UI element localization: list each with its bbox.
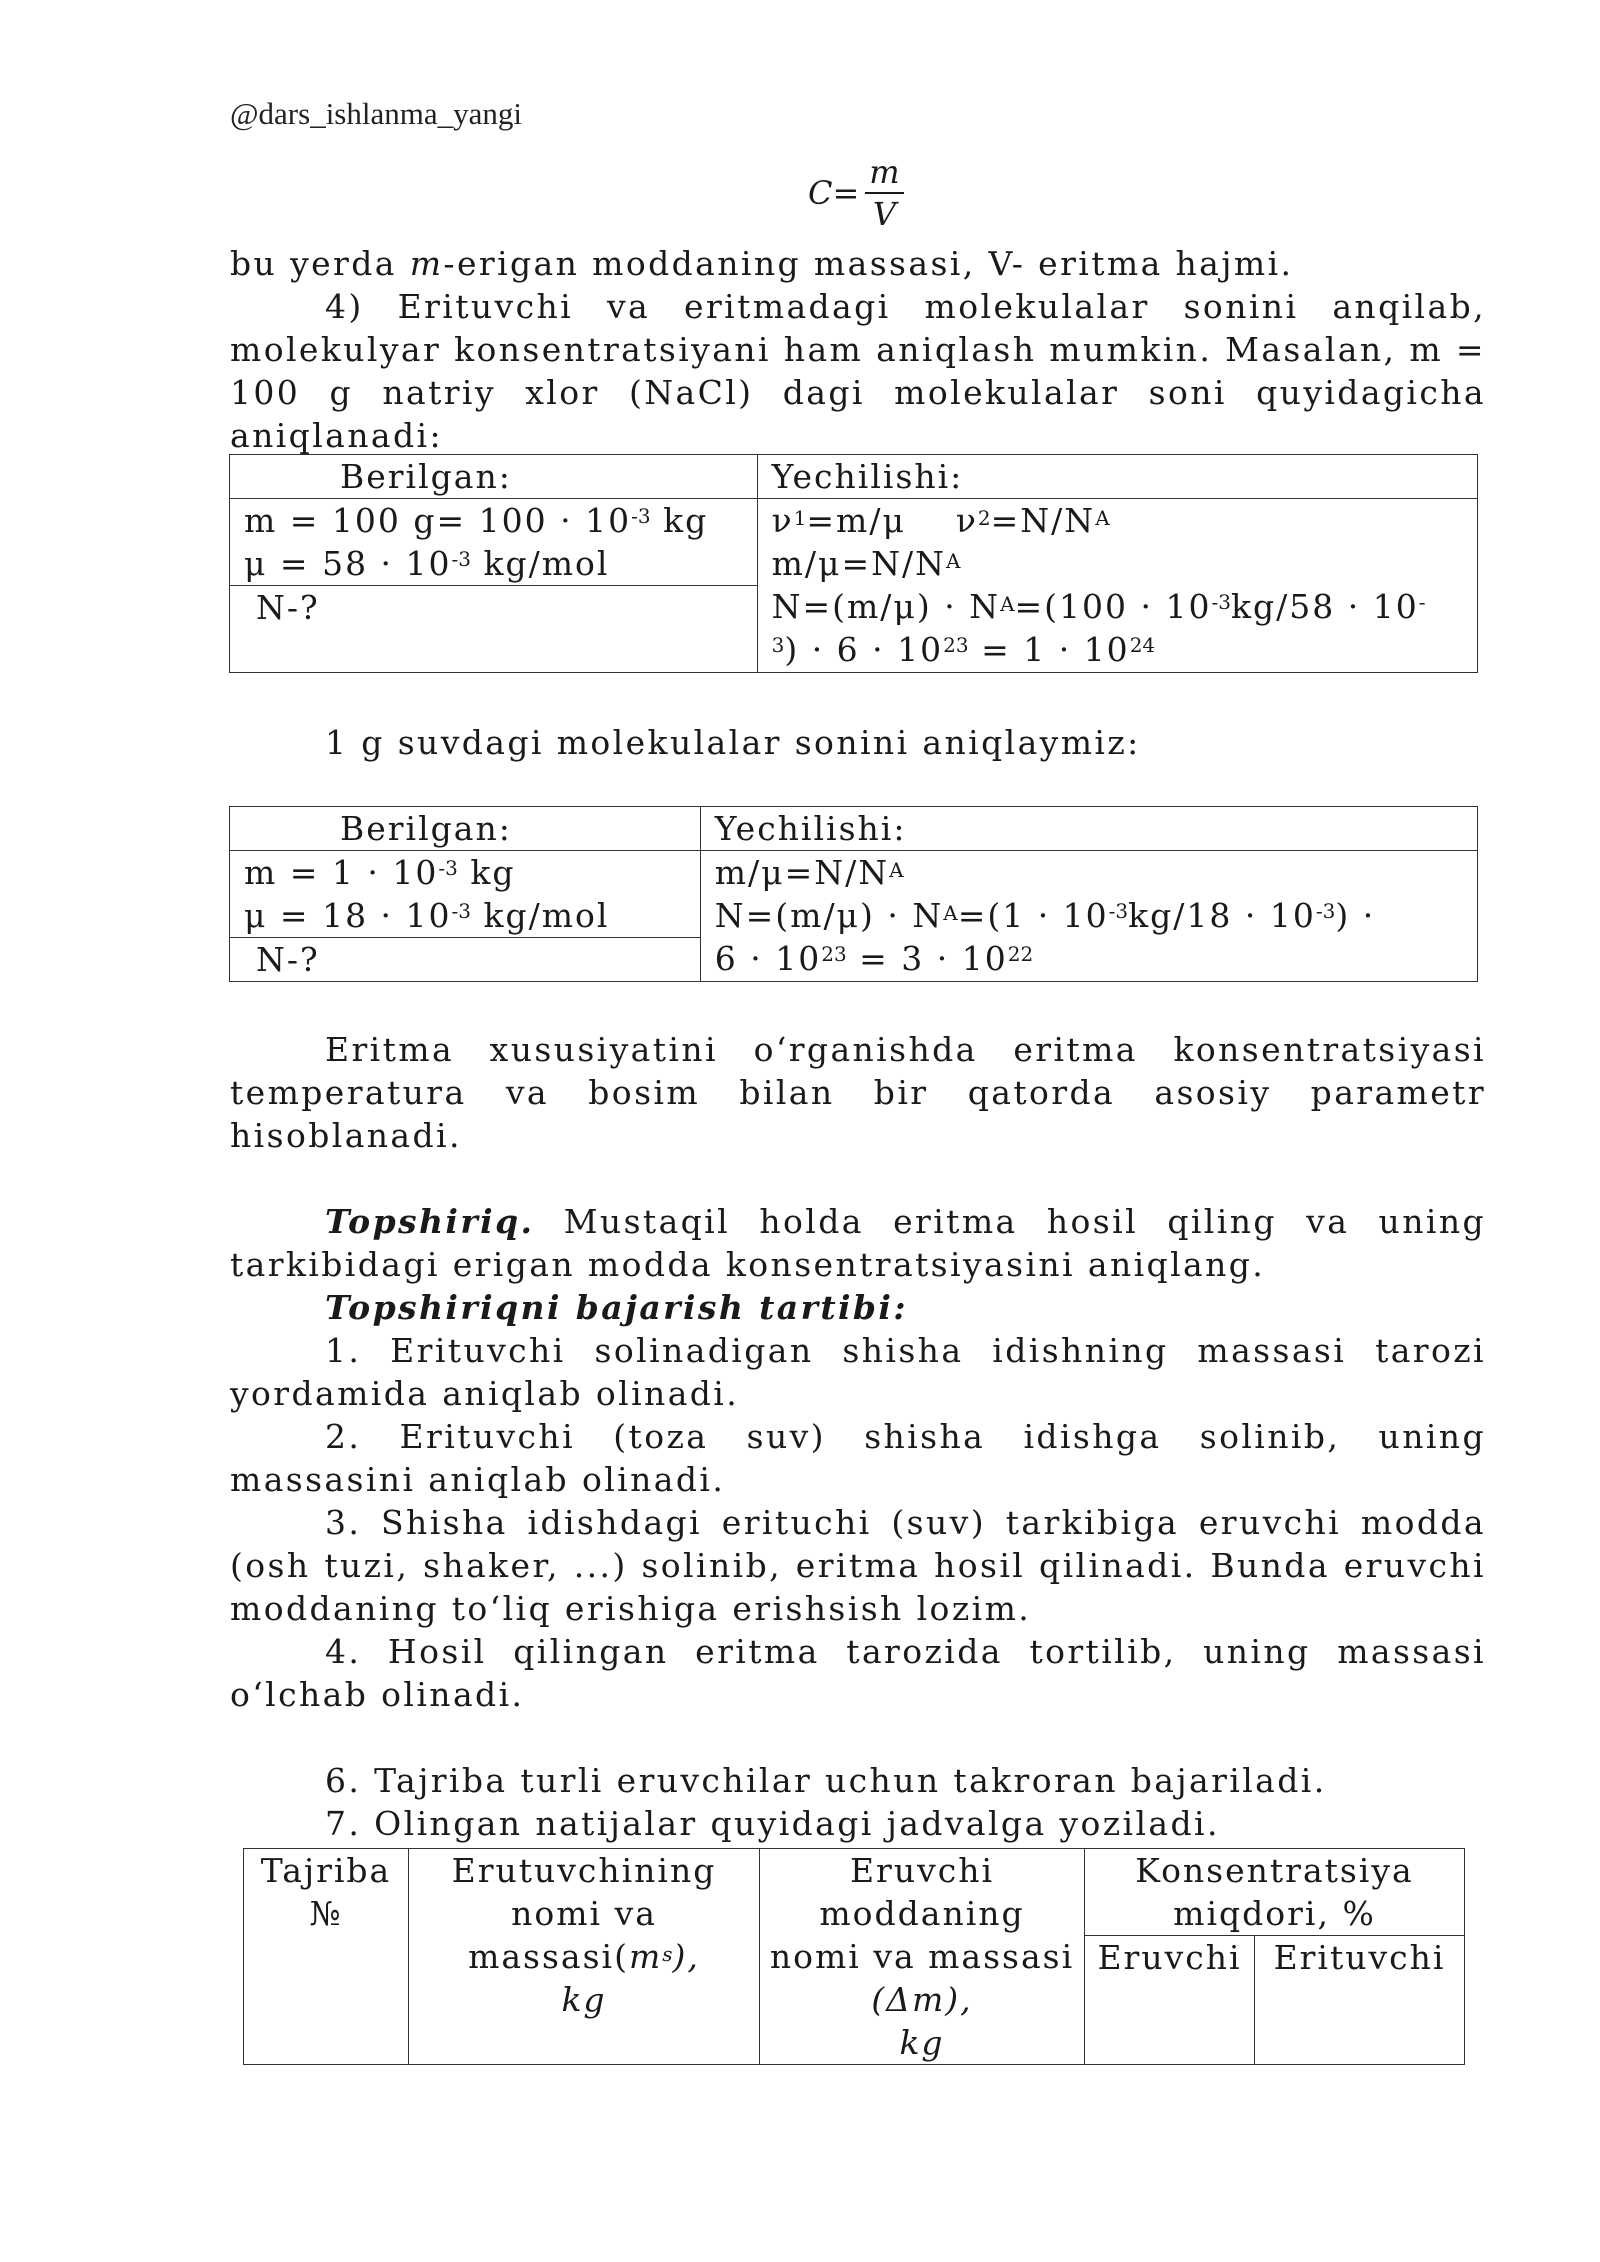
results-header-solvent-percent: Erituvchi (1255, 1936, 1465, 2065)
paragraph-task: Topshiriq. Mustaqil holda eritma hosil qiling va uning tarkibidagi erigan modda konsentratsiyasini aniqlang. (230, 1202, 1486, 1284)
step-4: 4. Hosil qilingan eritma tarozida tortilib, uning massasi o‘lchab olinadi. (230, 1632, 1486, 1714)
table2-header-solution: Yechilishi: (700, 807, 1477, 851)
nacl-solution-table (229, 454, 1478, 673)
table2-given (230, 851, 701, 938)
results-header-concentration: Konsentratsiya miqdori, % (1085, 1849, 1465, 1936)
table2-given-mass: $m = 1 \cdot 10^{-3}$ kg (244, 853, 516, 892)
table1-given-mass: m = 100 $g= 100 \cdot 10^{-3}$ kg (244, 501, 709, 540)
results-table (243, 1848, 1465, 2065)
paragraph-solution-properties: Eritma xususiyatini o‘rganishda eritma konsentratsiyasi temperatura va bosim bilan bir qatorda asosiy parametr hisoblanadi. (230, 1030, 1486, 1155)
table2-solution: $m/\mu=N/N_A$ $N=(m/\mu) \cdot N_A=(1 \cdot 10^{-3}kg/18 \cdot 10^{-3})$ · $6 \cdot 10^{23} = 3 \cdot 10^{22}$ (700, 851, 1477, 982)
table1-given-molar-mass: $\mu = 58 \cdot 10^{-3}$ kg/mol (244, 544, 610, 583)
table1-header-given: Berilgan: (230, 455, 758, 499)
step-7: 7. Olingan natijalar quyidagi jadvalga yoziladi. (325, 1804, 1220, 1843)
formula-fraction (865, 152, 903, 234)
paragraph-water-molecules: 1 g suvdagi molekulalar sonini aniqlaymiz: (325, 723, 1141, 762)
results-header-solute-percent: Eruvchi (1085, 1936, 1255, 2065)
table1-find: N-? (230, 586, 758, 673)
step-1: 1. Erituvchi solinadigan shisha idishning massasi tarozi yordamida aniqlab olinadi. (230, 1331, 1486, 1413)
formula-lhs: C= (808, 174, 860, 212)
formula-denominator: V (872, 195, 897, 233)
step-2: 2. Erituvchi (toza suv) shisha idishga solinib, uning massasini aniqlab olinadi. (230, 1417, 1486, 1499)
concentration-formula (808, 152, 904, 234)
table1-header-solution: Yechilishi: (757, 455, 1477, 499)
results-header-experiment: Tajriba № (244, 1849, 409, 2065)
text-block-1 (230, 242, 1486, 457)
text-block-3 (230, 1028, 1486, 1845)
table1-given (230, 499, 758, 586)
paragraph-formula-explanation: bu yerda m-erigan moddaning massasi, V- eritma hajmi. (230, 244, 1294, 283)
results-header-solvent: Erutuvchining nomi va $massasi(m_s)$, kg (409, 1849, 760, 2065)
results-header-solute: Eruvchi moddaning nomi va massasi (Δm), kg (760, 1849, 1085, 2065)
paragraph-molecular-concentration: 4) Erituvchi va eritmadagi molekulalar sonini anqilab, molekulyar konsentratsiyani ham aniqlash mumkin. Masalan, m = 100 g natriy xlor (NaCl) dagi molekulalar soni quyidagicha aniqlanadi: (230, 287, 1486, 455)
formula-numerator: m (865, 152, 903, 194)
water-solution-table (229, 806, 1478, 982)
step-6: 6. Tajriba turli eruvchilar uchun takroran bajariladi. (325, 1761, 1327, 1800)
step-3: 3. Shisha idishdagi erituchi (suv) tarkibiga eruvchi modda (osh tuzi, shaker, ...) solinib, eritma hosil qilinadi. Bunda eruvchi moddaning to‘liq erishiga erishsish lozim. (230, 1503, 1486, 1628)
table2-find: N-? (230, 938, 701, 982)
table2-given-molar-mass: $\mu = 18 \cdot 10^{-3}$ kg/mol (244, 896, 610, 935)
table2-header-given: Berilgan: (230, 807, 701, 851)
page-header: @dars_ishlanma_yangi (230, 96, 522, 131)
table1-solution: $\nu_1=m/\mu$ $\nu_2=N/N_A$ $m/\mu=N/N_A$ $N=(m/\mu) \cdot N_A=(100 \cdot 10^{-3}kg/58 \cdot 10^-$ $^3) \cdot 6 \cdot 10^{23} = 1 \cdot 10^{24}$ (757, 499, 1477, 673)
order-title: Topshiriqni bajarish tartibi: (325, 1288, 908, 1327)
text-block-2 (230, 721, 1486, 764)
